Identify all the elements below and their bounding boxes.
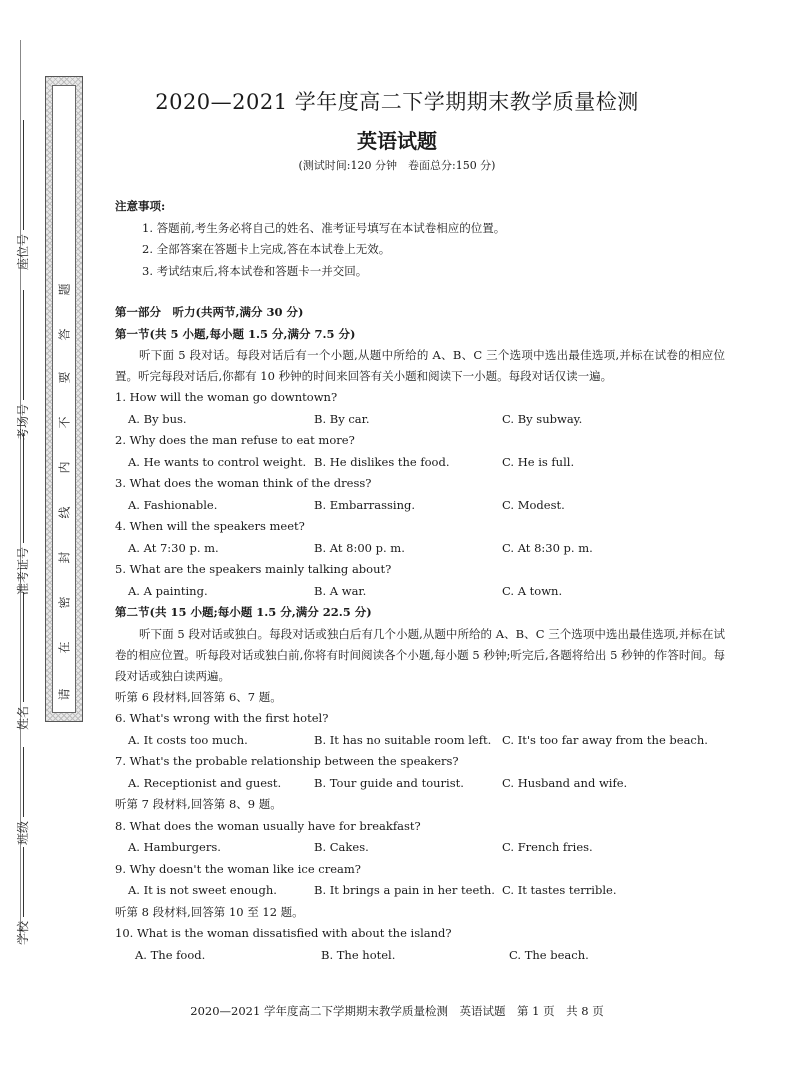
option-a: A. He wants to control weight. [128, 454, 307, 469]
options-6 [115, 730, 725, 752]
seal-char: 线 [57, 506, 72, 519]
school-field: 学校 [14, 847, 31, 945]
question-3: 3. What does the woman think of the dress? [115, 476, 372, 490]
option-a: A. By bus. [128, 411, 187, 426]
option-c: C. He is full. [502, 454, 575, 469]
option-b: B. The hotel. [321, 947, 396, 962]
exam-subtitle: 英语试题 [357, 129, 437, 153]
question-6: 6. What's wrong with the first hotel? [115, 711, 329, 725]
section1-instructions: 听下面 5 段对话。每段对话后有一个小题,从题中所给的 A、B、C 三个选项中选出最佳选项,并标在试卷的相应位置。听完每段对话后,你都有 10 秒钟的时间来回答有关小题和阅读下一小题。每段对话仅读一遍。 [115, 348, 725, 383]
question-7: 7. What's the probable relationship between the speakers? [115, 754, 459, 768]
option-a: A. The food. [135, 947, 206, 962]
option-b: B. Tour guide and tourist. [314, 775, 464, 790]
page-footer: 2020—2021 学年度高二下学期期末教学质量检测 英语试题 第 1 页 共 8 页 [190, 1004, 604, 1018]
option-c: C. It's too far away from the beach. [502, 732, 708, 747]
seal-char: 在 [57, 641, 72, 654]
option-a: A. It costs too much. [128, 732, 248, 747]
option-c: C. Modest. [502, 497, 565, 512]
admission-number-field: 准考证号 [14, 433, 31, 595]
seal-strip-inner [52, 85, 76, 713]
option-c: C. It tastes terrible. [502, 883, 617, 897]
options-2 [115, 452, 725, 474]
note-item: 1. 答题前,考生务必将自己的姓名、准考证号填写在本试卷相应的位置。 [142, 220, 506, 235]
options-3 [115, 495, 725, 517]
seal-char: 请 [57, 688, 72, 701]
note-item: 2. 全部答案在答题卡上完成,答在本试卷上无效。 [142, 242, 391, 256]
option-c: C. By subway. [502, 411, 583, 426]
option-a: A. Fashionable. [128, 497, 218, 512]
option-b: B. Cakes. [314, 840, 369, 854]
options-5 [115, 581, 725, 603]
option-a: A. Receptionist and guest. [128, 775, 282, 790]
question-10: 10. What is the woman dissatisfied with about the island? [115, 926, 452, 940]
seal-char: 题 [57, 283, 72, 296]
option-a: A. It is not sweet enough. [128, 883, 277, 897]
seal-char: 答 [57, 328, 72, 341]
option-b: B. By car. [314, 411, 370, 426]
option-b: B. He dislikes the food. [314, 454, 450, 469]
question-2: 2. Why does the man refuse to eat more? [115, 433, 355, 447]
options-4 [115, 538, 725, 560]
question-8: 8. What does the woman usually have for breakfast? [115, 818, 421, 833]
option-c: C. French fries. [502, 840, 593, 854]
question-5: 5. What are the speakers mainly talking about? [115, 562, 392, 576]
option-c: C. The beach. [509, 947, 589, 962]
option-c: C. At 8:30 p. m. [502, 540, 593, 555]
option-c: C. Husband and wife. [502, 775, 628, 790]
option-c: C. A town. [502, 583, 563, 598]
material-6-note: 听第 6 段材料,回答第 6、7 题。 [115, 689, 282, 704]
options-9 [115, 880, 725, 902]
question-4: 4. When will the speakers meet? [115, 519, 305, 533]
exam-meta: (测试时间:120 分钟 卷面总分:150 分) [298, 159, 496, 172]
option-b: B. It brings a pain in her teeth. [314, 883, 495, 897]
seal-char: 密 [57, 596, 72, 609]
option-a: A. Hamburgers. [128, 840, 221, 854]
option-b: B. At 8:00 p. m. [314, 540, 405, 555]
class-field: 班级 [14, 747, 31, 845]
note-item: 3. 考试结束后,将本试卷和答题卡一并交回。 [142, 263, 368, 278]
section2-heading: 第二节(共 15 小题;每小题 1.5 分,满分 22.5 分) [115, 605, 372, 619]
material-8-note: 听第 8 段材料,回答第 10 至 12 题。 [115, 904, 304, 919]
option-b: B. It has no suitable room left. [314, 732, 492, 747]
exam-content [115, 196, 725, 966]
exam-room-field: 考场号 [14, 290, 31, 440]
material-7-note: 听第 7 段材料,回答第 8、9 题。 [115, 797, 282, 811]
seal-char: 内 [57, 461, 72, 474]
seal-char: 要 [57, 371, 72, 384]
options-1 [115, 409, 725, 431]
question-1: 1. How will the woman go downtown? [115, 390, 338, 404]
seat-number-field: 座位号 [14, 120, 31, 270]
section2-instructions: 听下面 5 段对话或独白。每段对话或独白后有几个小题,从题中所给的 A、B、C 三个选项中选出最佳选项,并标在试卷的相应位置。听每段对话或独白前,你将有时间阅读各个小题,每小题 5 秒钟;听完后,各题将给出 5 秒钟的作答时间。每段对话或独白读两遍。 [115, 626, 725, 683]
options-7 [115, 773, 725, 795]
section1-heading: 第一节(共 5 小题,每小题 1.5 分,满分 7.5 分) [115, 326, 356, 341]
option-b: B. A war. [314, 583, 367, 598]
option-b: B. Embarrassing. [314, 497, 416, 512]
seal-char: 封 [57, 551, 72, 564]
options-10 [115, 945, 725, 967]
notes-heading: 注意事项: [115, 199, 166, 213]
option-a: A. At 7:30 p. m. [128, 540, 219, 555]
part1-heading: 第一部分 听力(共两节,满分 30 分) [115, 305, 304, 319]
name-field: 姓名 [14, 592, 31, 730]
question-9: 9. Why doesn't the woman like ice cream? [115, 861, 361, 876]
option-a: A. A painting. [128, 583, 208, 598]
options-8 [115, 837, 725, 859]
seal-char: 不 [57, 416, 72, 429]
exam-title: 2020—2021 学年度高二下学期期末教学质量检测 [155, 90, 639, 114]
